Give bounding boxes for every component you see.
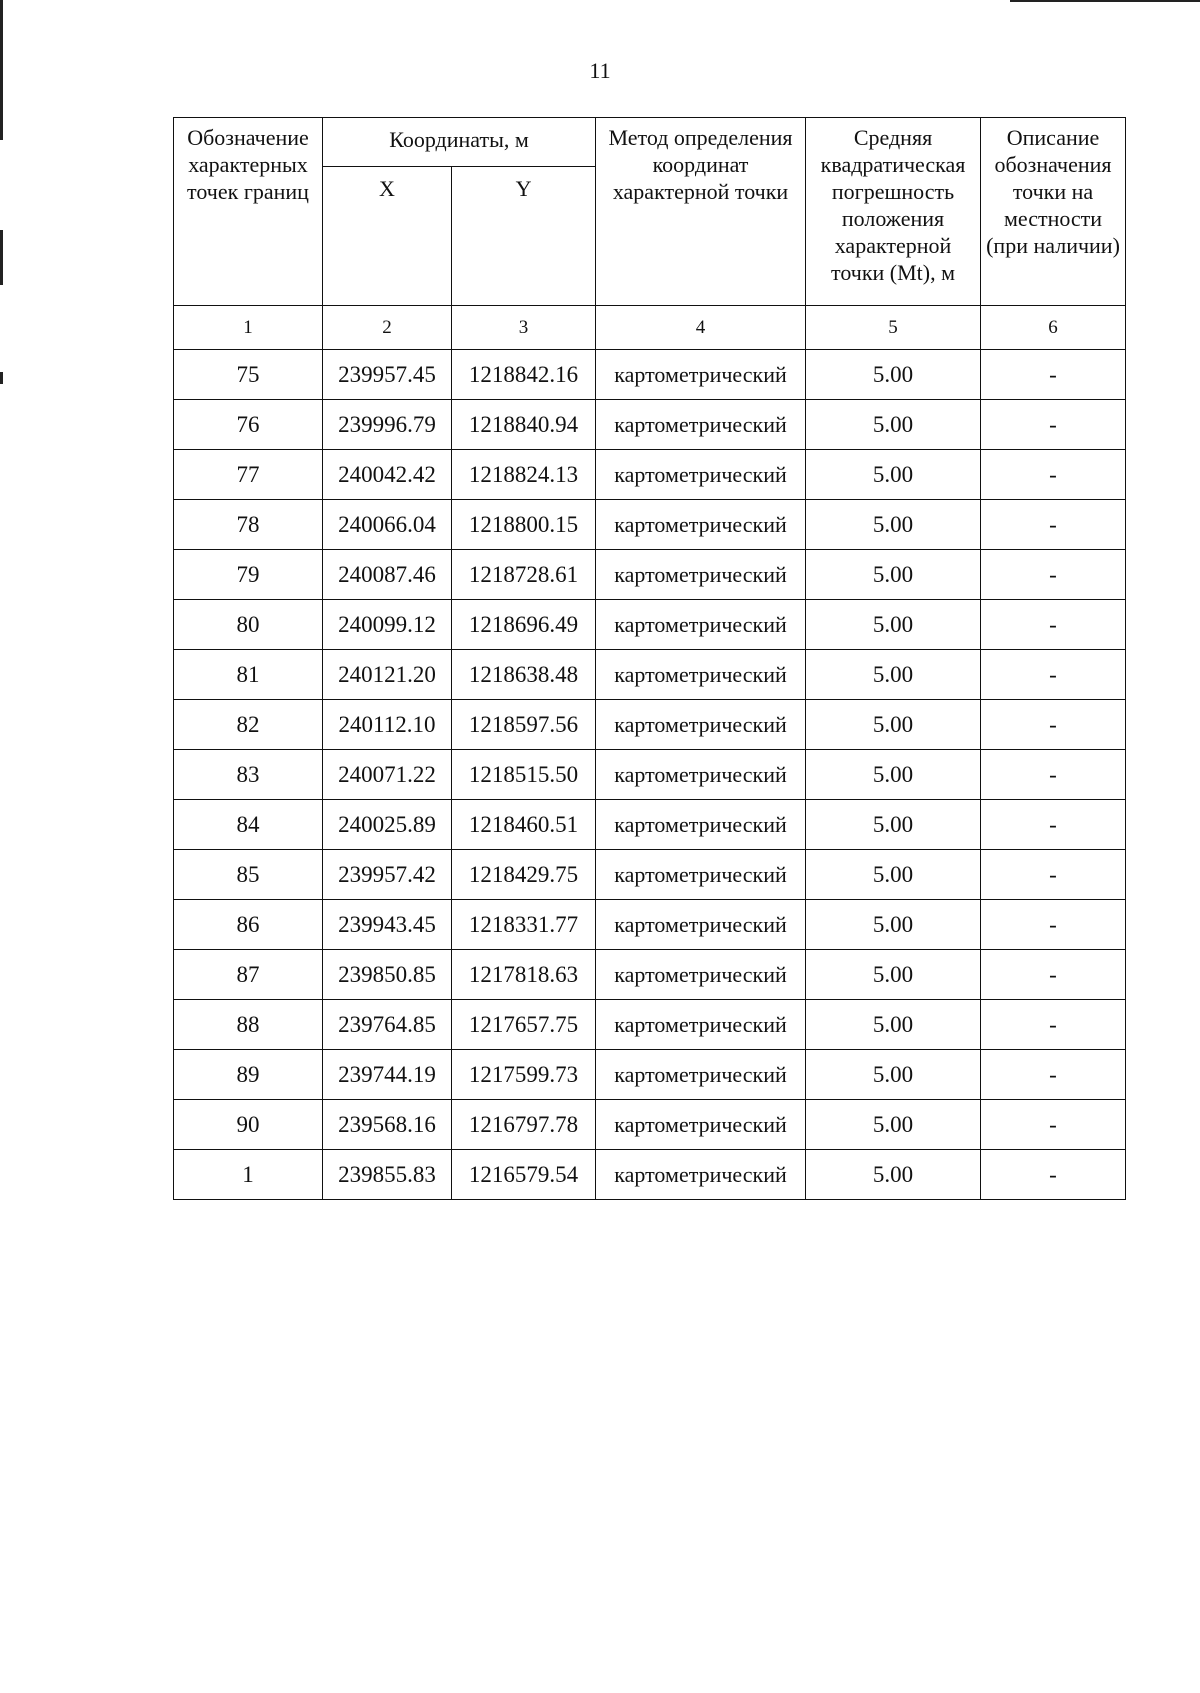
method-cell: картометрический bbox=[596, 1100, 806, 1150]
x-coordinate-cell: 239957.45 bbox=[323, 350, 452, 400]
header-description: Описание обозначения точки на местности (при наличии) bbox=[981, 118, 1126, 306]
y-coordinate-cell: 1217818.63 bbox=[452, 950, 596, 1000]
point-cell: 81 bbox=[174, 650, 323, 700]
table-row bbox=[174, 350, 1126, 400]
point-cell: 79 bbox=[174, 550, 323, 600]
error-cell: 5.00 bbox=[806, 800, 981, 850]
point-cell: 1 bbox=[174, 1150, 323, 1200]
description-cell: - bbox=[981, 850, 1126, 900]
y-coordinate-cell: 1218696.49 bbox=[452, 600, 596, 650]
y-coordinate-cell: 1218638.48 bbox=[452, 650, 596, 700]
description-cell: - bbox=[981, 400, 1126, 450]
y-coordinate-cell: 1216797.78 bbox=[452, 1100, 596, 1150]
method-cell: картометрический bbox=[596, 500, 806, 550]
description-cell: - bbox=[981, 1000, 1126, 1050]
table-row bbox=[174, 1000, 1126, 1050]
error-cell: 5.00 bbox=[806, 1150, 981, 1200]
table-row bbox=[174, 700, 1126, 750]
table-row bbox=[174, 750, 1126, 800]
point-cell: 88 bbox=[174, 1000, 323, 1050]
error-cell: 5.00 bbox=[806, 650, 981, 700]
method-cell: картометрический bbox=[596, 550, 806, 600]
x-coordinate-cell: 239996.79 bbox=[323, 400, 452, 450]
header-error: Средняя квадратическая погрешность положения характерной точки (Mt), м bbox=[806, 118, 981, 306]
table-row bbox=[174, 900, 1126, 950]
table-row bbox=[174, 1100, 1126, 1150]
table-row bbox=[174, 800, 1126, 850]
y-coordinate-cell: 1218824.13 bbox=[452, 450, 596, 500]
point-cell: 86 bbox=[174, 900, 323, 950]
method-cell: картометрический bbox=[596, 950, 806, 1000]
method-cell: картометрический bbox=[596, 650, 806, 700]
y-coordinate-cell: 1218728.61 bbox=[452, 550, 596, 600]
error-cell: 5.00 bbox=[806, 1050, 981, 1100]
description-cell: - bbox=[981, 700, 1126, 750]
point-cell: 78 bbox=[174, 500, 323, 550]
point-cell: 77 bbox=[174, 450, 323, 500]
point-cell: 75 bbox=[174, 350, 323, 400]
point-cell: 82 bbox=[174, 700, 323, 750]
y-coordinate-cell: 1218515.50 bbox=[452, 750, 596, 800]
method-cell: картометрический bbox=[596, 700, 806, 750]
y-coordinate-cell: 1218460.51 bbox=[452, 800, 596, 850]
column-number-row bbox=[174, 306, 1126, 350]
error-cell: 5.00 bbox=[806, 600, 981, 650]
x-coordinate-cell: 240025.89 bbox=[323, 800, 452, 850]
x-coordinate-cell: 239568.16 bbox=[323, 1100, 452, 1150]
scan-edge-left bbox=[0, 372, 3, 384]
y-coordinate-cell: 1218840.94 bbox=[452, 400, 596, 450]
point-cell: 87 bbox=[174, 950, 323, 1000]
x-coordinate-cell: 240042.42 bbox=[323, 450, 452, 500]
method-cell: картометрический bbox=[596, 600, 806, 650]
table-row bbox=[174, 400, 1126, 450]
header-coordinates: Координаты, м bbox=[323, 118, 596, 167]
point-cell: 85 bbox=[174, 850, 323, 900]
error-cell: 5.00 bbox=[806, 350, 981, 400]
description-cell: - bbox=[981, 1100, 1126, 1150]
table-row bbox=[174, 550, 1126, 600]
y-coordinate-cell: 1218842.16 bbox=[452, 350, 596, 400]
table-row bbox=[174, 950, 1126, 1000]
method-cell: картометрический bbox=[596, 350, 806, 400]
x-coordinate-cell: 240099.12 bbox=[323, 600, 452, 650]
error-cell: 5.00 bbox=[806, 850, 981, 900]
point-cell: 84 bbox=[174, 800, 323, 850]
point-cell: 76 bbox=[174, 400, 323, 450]
header-designation: Обозначение характерных точек границ bbox=[174, 118, 323, 306]
error-cell: 5.00 bbox=[806, 950, 981, 1000]
table-row bbox=[174, 650, 1126, 700]
coordinates-table bbox=[173, 117, 1126, 1200]
y-coordinate-cell: 1218429.75 bbox=[452, 850, 596, 900]
description-cell: - bbox=[981, 350, 1126, 400]
description-cell: - bbox=[981, 500, 1126, 550]
x-coordinate-cell: 239855.83 bbox=[323, 1150, 452, 1200]
header-x: X bbox=[323, 167, 452, 306]
description-cell: - bbox=[981, 750, 1126, 800]
method-cell: картометрический bbox=[596, 1150, 806, 1200]
method-cell: картометрический bbox=[596, 850, 806, 900]
error-cell: 5.00 bbox=[806, 550, 981, 600]
error-cell: 5.00 bbox=[806, 400, 981, 450]
method-cell: картометрический bbox=[596, 750, 806, 800]
error-cell: 5.00 bbox=[806, 750, 981, 800]
x-coordinate-cell: 240112.10 bbox=[323, 700, 452, 750]
y-coordinate-cell: 1218800.15 bbox=[452, 500, 596, 550]
x-coordinate-cell: 239744.19 bbox=[323, 1050, 452, 1100]
error-cell: 5.00 bbox=[806, 1000, 981, 1050]
table-row bbox=[174, 600, 1126, 650]
method-cell: картометрический bbox=[596, 900, 806, 950]
description-cell: - bbox=[981, 800, 1126, 850]
table-row bbox=[174, 1050, 1126, 1100]
description-cell: - bbox=[981, 600, 1126, 650]
error-cell: 5.00 bbox=[806, 900, 981, 950]
error-cell: 5.00 bbox=[806, 700, 981, 750]
table-row bbox=[174, 1150, 1126, 1200]
method-cell: картометрический bbox=[596, 800, 806, 850]
column-number: 5 bbox=[806, 306, 981, 350]
method-cell: картометрический bbox=[596, 450, 806, 500]
method-cell: картометрический bbox=[596, 400, 806, 450]
y-coordinate-cell: 1218597.56 bbox=[452, 700, 596, 750]
description-cell: - bbox=[981, 450, 1126, 500]
header-row bbox=[174, 118, 1126, 167]
point-cell: 90 bbox=[174, 1100, 323, 1150]
method-cell: картометрический bbox=[596, 1050, 806, 1100]
point-cell: 89 bbox=[174, 1050, 323, 1100]
y-coordinate-cell: 1218331.77 bbox=[452, 900, 596, 950]
page-number: 11 bbox=[589, 58, 611, 83]
y-coordinate-cell: 1217599.73 bbox=[452, 1050, 596, 1100]
error-cell: 5.00 bbox=[806, 500, 981, 550]
y-coordinate-cell: 1216579.54 bbox=[452, 1150, 596, 1200]
y-coordinate-cell: 1217657.75 bbox=[452, 1000, 596, 1050]
x-coordinate-cell: 239764.85 bbox=[323, 1000, 452, 1050]
error-cell: 5.00 bbox=[806, 1100, 981, 1150]
description-cell: - bbox=[981, 650, 1126, 700]
error-cell: 5.00 bbox=[806, 450, 981, 500]
x-coordinate-cell: 239957.42 bbox=[323, 850, 452, 900]
column-number: 3 bbox=[452, 306, 596, 350]
x-coordinate-cell: 240121.20 bbox=[323, 650, 452, 700]
scan-edge-left bbox=[0, 230, 3, 285]
x-coordinate-cell: 240066.04 bbox=[323, 500, 452, 550]
x-coordinate-cell: 240087.46 bbox=[323, 550, 452, 600]
description-cell: - bbox=[981, 950, 1126, 1000]
description-cell: - bbox=[981, 1050, 1126, 1100]
scan-edge-top bbox=[1010, 0, 1200, 2]
description-cell: - bbox=[981, 1150, 1126, 1200]
table-row bbox=[174, 850, 1126, 900]
description-cell: - bbox=[981, 900, 1126, 950]
x-coordinate-cell: 239943.45 bbox=[323, 900, 452, 950]
method-cell: картометрический bbox=[596, 1000, 806, 1050]
point-cell: 83 bbox=[174, 750, 323, 800]
point-cell: 80 bbox=[174, 600, 323, 650]
description-cell: - bbox=[981, 550, 1126, 600]
column-number: 2 bbox=[323, 306, 452, 350]
x-coordinate-cell: 240071.22 bbox=[323, 750, 452, 800]
column-number: 4 bbox=[596, 306, 806, 350]
column-number: 1 bbox=[174, 306, 323, 350]
table-row bbox=[174, 500, 1126, 550]
header-method: Метод определения координат характерной точки bbox=[596, 118, 806, 306]
x-coordinate-cell: 239850.85 bbox=[323, 950, 452, 1000]
column-number: 6 bbox=[981, 306, 1126, 350]
table-row bbox=[174, 450, 1126, 500]
header-y: Y bbox=[452, 167, 596, 306]
